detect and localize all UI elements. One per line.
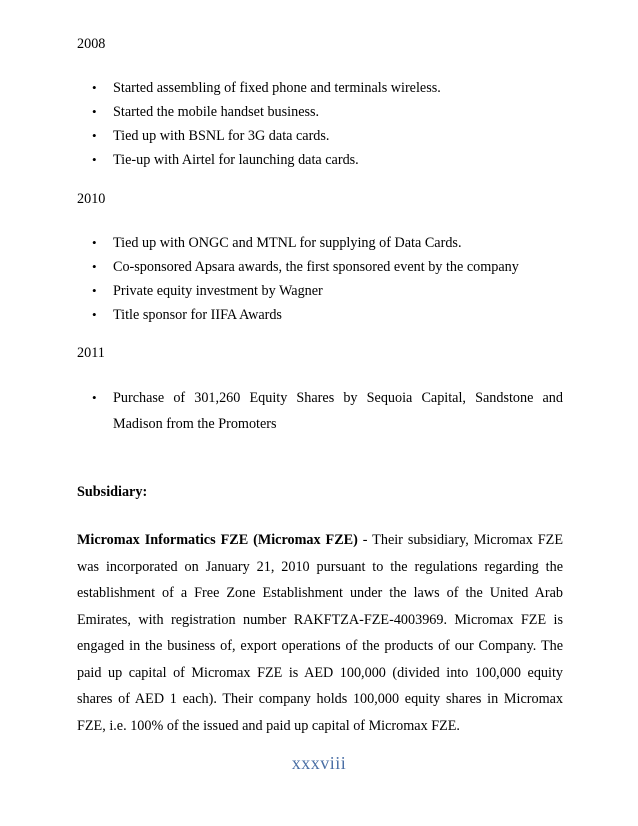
subsidiary-paragraph: [77, 527, 563, 739]
list-item: • Started assembling of fixed phone and terminals wireless.: [77, 76, 563, 100]
subsidiary-text: - Their subsidiary, Micromax FZE was incorporated on January 21, 2010 pursuant to the regulations regarding the establishment of a Free Zone Establishment under the laws of the United Arab Emirates, with registration number RAKFTZA-FZE-4003969. Micromax FZE is engaged in the business of, export operations of the products of our Company. The paid up capital of Micromax FZE is AED 100,000 (divided into 100,000 equity shares of AED 1 each). Their company holds 100,000 equity shares in Micromax FZE, i.e. 100% of the issued and paid up capital of Micromax FZE.: [77, 532, 563, 734]
list-2008: [77, 76, 563, 172]
list-item: • Tie-up with Airtel for launching data cards.: [77, 148, 563, 172]
subsidiary-heading: Subsidiary:: [77, 484, 148, 500]
list-item: • Private equity investment by Wagner: [77, 279, 563, 303]
list-item: • Tied up with BSNL for 3G data cards.: [77, 124, 563, 148]
subsidiary-name: Micromax Informatics FZE (Micromax FZE): [77, 532, 358, 548]
page-number: xxxviii: [291, 753, 347, 773]
list-2011: [77, 385, 563, 437]
list-item: • Purchase of 301,260 Equity Shares by Sequoia Capital, Sandstone and Madison from the Promoters: [77, 385, 563, 437]
list-item: • Co-sponsored Apsara awards, the first sponsored event by the company: [77, 255, 563, 279]
year-heading-2010: 2010: [77, 191, 106, 207]
list-item: • Tied up with ONGC and MTNL for supplying of Data Cards.: [77, 231, 563, 255]
year-heading-2008: 2008: [77, 36, 106, 52]
year-heading-2011: 2011: [77, 345, 105, 361]
list-2010: [77, 231, 563, 327]
list-item: • Title sponsor for IIFA Awards: [77, 303, 563, 327]
list-item: • Started the mobile handset business.: [77, 100, 563, 124]
